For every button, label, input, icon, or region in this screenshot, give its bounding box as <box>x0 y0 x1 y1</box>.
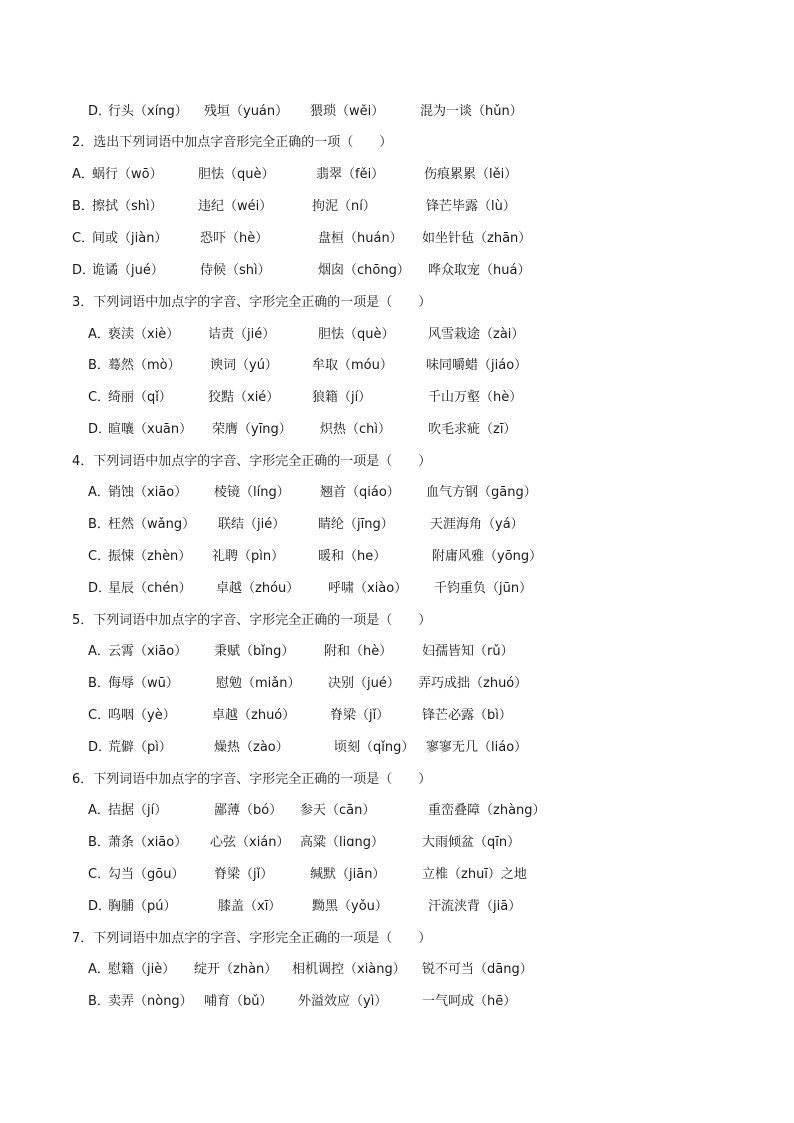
option-item: 脊梁（jǐ） <box>330 708 390 723</box>
option-item: 大雨倾盆（qīn） <box>422 835 521 850</box>
option-item: 联结（jié） <box>218 517 286 532</box>
option-label: A． <box>88 962 110 977</box>
option-item: 谀词（yú） <box>210 358 278 373</box>
option-row <box>72 164 732 186</box>
option-item: 擦拭（shì） <box>92 199 163 214</box>
option-item: 拘泥（ní） <box>312 199 376 214</box>
question-title: 2．选出下列词语中加点字音形完全正确的一项（ ） <box>72 135 393 150</box>
option-item: 绽开（zhàn） <box>194 962 278 977</box>
option-label: D． <box>88 104 112 119</box>
option-item: 翡翠（fěi） <box>316 167 385 182</box>
option-item: 胆怯（què） <box>318 327 395 342</box>
option-item: 风雪栽途（zài） <box>428 327 525 342</box>
option-row <box>88 641 728 663</box>
option-item: 呜咽（yè） <box>108 708 176 723</box>
option-item: 鄙薄（bó） <box>214 803 283 818</box>
option-item: 燥热（zào） <box>214 740 289 755</box>
option-item: 暖和（he） <box>318 549 387 564</box>
option-item: 违纪（wéi） <box>198 199 273 214</box>
option-item: 汗流浃背（jiā） <box>428 899 522 914</box>
option-row <box>72 260 732 282</box>
option-item: 附庸风雅（yōng） <box>432 549 543 564</box>
option-label: D． <box>72 263 96 278</box>
option-item: 千山万壑（hè） <box>428 390 523 405</box>
option-item: 枉然（wǎng） <box>108 517 196 532</box>
option-item: 如坐针毡（zhān） <box>422 231 532 246</box>
option-item: 暄嚷（xuān） <box>108 422 193 437</box>
option-item: 锐不可当（dāng） <box>422 962 533 977</box>
option-item: 卓越（zhuó） <box>212 708 296 723</box>
option-item: 诘责（jié） <box>208 327 276 342</box>
question-title: 3．下列词语中加点字的字音、字形完全正确的一项是（ ） <box>72 295 432 310</box>
option-item: 行头（xíng） <box>108 104 188 119</box>
option-item: 侍候（shì） <box>200 263 271 278</box>
option-item: 侮辱（wū） <box>108 676 179 691</box>
option-label: B． <box>72 199 94 214</box>
option-item: 弄巧成拙（zhuó） <box>418 676 528 691</box>
option-row <box>88 959 728 981</box>
option-row <box>72 228 732 250</box>
option-item: 参天（cān） <box>300 803 376 818</box>
option-item: 相机调控（xiàng） <box>292 962 406 977</box>
option-item: 外溢效应（yì） <box>298 994 388 1009</box>
option-row <box>88 482 728 504</box>
option-item: 顷刻（qǐng） <box>334 740 415 755</box>
option-item: 伤痕累累（lěi） <box>424 167 518 182</box>
option-label: D． <box>88 899 112 914</box>
option-item: 寥寥无几（liáo） <box>426 740 528 755</box>
option-item: 牟取（móu） <box>312 358 393 373</box>
option-row <box>88 864 728 886</box>
option-item: 盘桓（huán） <box>318 231 403 246</box>
option-label: A． <box>88 327 110 342</box>
option-label: D． <box>88 740 112 755</box>
option-item: 荒僻（pì） <box>108 740 172 755</box>
question-title: 7．下列词语中加点字的字音、字形完全正确的一项是（ ） <box>72 931 432 946</box>
option-item: 高粱（liɑng） <box>300 835 384 850</box>
option-row <box>88 705 728 727</box>
option-item: 荣膺（yīng） <box>212 422 292 437</box>
option-row <box>88 896 728 918</box>
option-item: 勾当（gōu） <box>108 867 185 882</box>
option-item: 膝盖（xī） <box>218 899 282 914</box>
option-label: B． <box>88 835 110 850</box>
option-label: A． <box>88 644 110 659</box>
option-label: C． <box>72 231 95 246</box>
option-item: 立椎（zhuī）之地 <box>422 867 527 882</box>
option-item: 味同嚼蜡（jiáo） <box>426 358 528 373</box>
option-item: 礼聘（pìn） <box>212 549 285 564</box>
option-row <box>88 737 728 759</box>
option-label: D． <box>88 422 112 437</box>
option-item: 诡谲（jué） <box>92 263 164 278</box>
option-item: 亵渎（xiè） <box>108 327 180 342</box>
option-item: 卓越（zhóu） <box>216 581 300 596</box>
option-label: C． <box>88 390 111 405</box>
option-item: 狼籍（jí） <box>312 390 372 405</box>
option-label: B． <box>88 517 110 532</box>
option-item: 胸脯（pú） <box>108 899 177 914</box>
option-item: 天涯海角（yá） <box>430 517 524 532</box>
option-label: B． <box>88 676 110 691</box>
option-item: 绮丽（qǐ） <box>108 390 172 405</box>
option-item: 一气呵成（hē） <box>422 994 517 1009</box>
option-row <box>88 387 728 409</box>
option-item: 附和（hè） <box>324 644 393 659</box>
option-row <box>88 514 728 536</box>
option-item: 翘首（qiáo） <box>320 485 400 500</box>
option-item: 决别（jué） <box>328 676 400 691</box>
option-item: 黝黑（yǒu） <box>312 899 388 914</box>
option-item: 间或（jiàn） <box>92 231 168 246</box>
option-item: 脊梁（jǐ） <box>214 867 274 882</box>
option-row <box>88 673 728 695</box>
option-row <box>88 546 728 568</box>
option-row <box>88 991 728 1013</box>
option-item: 哗众取宠（huá） <box>428 263 531 278</box>
option-item: 重峦叠障（zhàng） <box>428 803 546 818</box>
option-item: 慰籍（jiè） <box>108 962 176 977</box>
option-label: A． <box>88 485 110 500</box>
option-label: C． <box>88 549 111 564</box>
question-title: 4．下列词语中加点字的字音、字形完全正确的一项是（ ） <box>72 454 432 469</box>
option-item: 混为一谈（hǔn） <box>420 104 523 119</box>
option-item: 缄默（jiān） <box>310 867 386 882</box>
option-item: 狡黠（xié） <box>208 390 280 405</box>
option-item: 云霄（xiāo） <box>108 644 188 659</box>
option-item: 吹毛求疵（zī） <box>428 422 517 437</box>
option-label: B． <box>88 358 110 373</box>
option-item: 锋芒毕露（lù） <box>426 199 516 214</box>
option-item: 胆怯（què） <box>198 167 275 182</box>
option-item: 振悚（zhèn） <box>108 549 192 564</box>
option-item: 炽热（chì） <box>320 422 391 437</box>
option-item: 呼啸（xiào） <box>328 581 408 596</box>
option-label: A． <box>88 803 110 818</box>
option-label: D． <box>88 581 112 596</box>
option-item: 拮据（jí） <box>108 803 168 818</box>
option-item: 哺育（bǔ） <box>204 994 273 1009</box>
option-row <box>88 578 728 600</box>
option-item: 蓦然（mò） <box>108 358 181 373</box>
option-row <box>88 101 728 123</box>
option-item: 棱镜（líng） <box>214 485 290 500</box>
option-row <box>88 800 728 822</box>
option-item: 萧条（xiāo） <box>108 835 188 850</box>
option-item: 星辰（chén） <box>108 581 192 596</box>
option-item: 血气方钢（gāng） <box>426 485 537 500</box>
option-row <box>88 419 728 441</box>
question-title: 5．下列词语中加点字的字音、字形完全正确的一项是（ ） <box>72 613 432 628</box>
option-item: 卖弄（nòng） <box>108 994 193 1009</box>
option-item: 恐吓（hè） <box>200 231 269 246</box>
option-item: 睛纶（jīng） <box>318 517 394 532</box>
option-row <box>72 196 732 218</box>
option-item: 烟囱（chōng） <box>318 263 410 278</box>
option-item: 猥琐（wěi） <box>310 104 385 119</box>
option-item: 销蚀（xiāo） <box>108 485 188 500</box>
option-row <box>88 832 728 854</box>
option-item: 蜗行（wō） <box>92 167 163 182</box>
option-item: 慰勉（miǎn） <box>216 676 301 691</box>
option-row <box>88 324 728 346</box>
option-item: 秉赋（bǐng） <box>214 644 295 659</box>
option-item: 心弦（xián） <box>210 835 290 850</box>
option-label: C． <box>88 708 111 723</box>
option-label: B． <box>88 994 110 1009</box>
option-item: 妇孺皆知（rǔ） <box>422 644 514 659</box>
option-item: 千钧重负（jūn） <box>434 581 533 596</box>
option-label: A． <box>72 167 94 182</box>
question-title: 6．下列词语中加点字的字音、字形完全正确的一项是（ ） <box>72 772 432 787</box>
option-item: 锋芒必露（bì） <box>422 708 512 723</box>
option-label: C． <box>88 867 111 882</box>
option-item: 残垣（yuán） <box>204 104 289 119</box>
option-row <box>88 355 728 377</box>
